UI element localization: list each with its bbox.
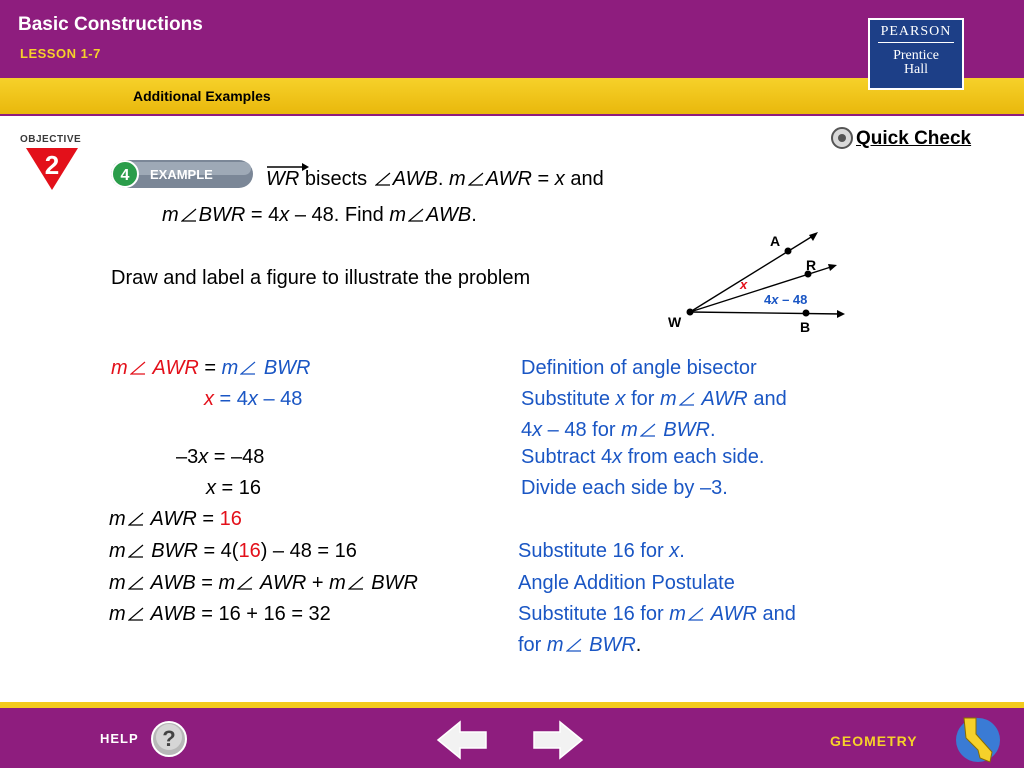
angle-icon — [130, 361, 146, 375]
objective-badge-icon — [24, 146, 80, 192]
publisher-name: PEARSON — [880, 24, 952, 39]
angle-icon — [679, 392, 695, 406]
angle-icon — [375, 172, 391, 186]
angle-icon — [468, 172, 484, 186]
step-1-equation: m AWR = m BWR — [111, 357, 311, 379]
angle-icon — [181, 208, 197, 222]
state-map-icon — [952, 712, 1004, 764]
help-icon[interactable] — [150, 720, 188, 758]
label-w: W — [668, 314, 682, 330]
label-angle-x: x — [740, 277, 748, 292]
point-b — [803, 310, 810, 317]
lesson-title: Basic Constructions — [18, 14, 203, 35]
publisher-logo — [868, 18, 964, 90]
step-6-reason: Substitute 16 for x. — [518, 540, 685, 562]
angle-icon — [237, 576, 253, 590]
lesson-number: LESSON 1-7 — [20, 46, 101, 61]
angle-figure — [660, 226, 860, 338]
label-angle-expr: 4x – 48 — [764, 292, 808, 307]
label-r: R — [806, 257, 817, 273]
step-7-equation: m AWB = m AWR + m BWR — [109, 572, 418, 594]
step-2-equation: x = 4x – 48 — [204, 388, 303, 410]
step-2-reason-cont: 4x – 48 for m BWR. — [521, 419, 716, 441]
angle-icon — [688, 607, 704, 621]
step-2-reason: Substitute x for m AWR and — [521, 388, 787, 410]
next-arrow-icon[interactable] — [532, 720, 584, 760]
publisher-imprint-1: Prentice — [893, 48, 939, 63]
step-8-reason: Substitute 16 for m AWR and — [518, 603, 796, 625]
quick-check-icon[interactable] — [830, 126, 854, 150]
step-6-equation: m BWR = 4(16) – 48 = 16 — [109, 540, 357, 562]
angle-icon — [128, 544, 144, 558]
angle-icon — [128, 607, 144, 621]
step-8-equation: m AWB = 16 + 16 = 32 — [109, 603, 331, 625]
objective-label: OBJECTIVE — [20, 134, 82, 145]
ray-wr: WR — [266, 168, 299, 191]
section-title: Additional Examples — [133, 88, 271, 104]
label-b: B — [800, 319, 811, 335]
step-7-reason: Angle Addition Postulate — [518, 572, 735, 594]
quick-check-link[interactable]: Quick Check — [856, 128, 972, 149]
angle-icon — [348, 576, 364, 590]
subject-label: GEOMETRY — [830, 733, 918, 749]
example-label: EXAMPLE — [150, 167, 213, 182]
previous-arrow-icon[interactable] — [436, 720, 488, 760]
step-4-equation: x = 16 — [206, 477, 262, 499]
objective-number: 2 — [44, 150, 60, 180]
help-label[interactable]: HELP — [100, 731, 139, 746]
label-a: A — [770, 233, 781, 249]
step-5-equation: m AWR = 16 — [109, 508, 242, 530]
svg-text:?: ? — [162, 726, 176, 751]
angle-icon — [128, 576, 144, 590]
publisher-imprint-2: Hall — [903, 62, 929, 77]
step-3-reason: Subtract 4x from each side. — [521, 446, 765, 468]
step-8-reason-cont: for m BWR. — [518, 634, 642, 656]
point-w — [687, 309, 694, 316]
point-a — [785, 248, 792, 255]
example-badge — [110, 158, 256, 192]
ray-wb — [690, 312, 842, 314]
angle-icon — [128, 512, 144, 526]
ray-arrow-icon — [266, 162, 310, 172]
instruction-text: Draw and label a figure to illustrate the problem — [111, 267, 531, 289]
step-4-reason: Divide each side by –3. — [521, 477, 728, 499]
angle-icon — [566, 638, 582, 652]
step-3-equation: –3x = –48 — [176, 446, 265, 468]
problem-line-2: m BWR = 4x – 48. Find m AWB. — [162, 204, 477, 226]
step-1-reason: Definition of angle bisector — [521, 357, 757, 379]
angle-icon — [640, 423, 656, 437]
example-number: 4 — [120, 167, 130, 184]
angle-icon — [408, 208, 424, 222]
problem-line-1: WR bisects AWB. m AWR = x and — [266, 168, 604, 191]
angle-icon — [240, 361, 256, 375]
